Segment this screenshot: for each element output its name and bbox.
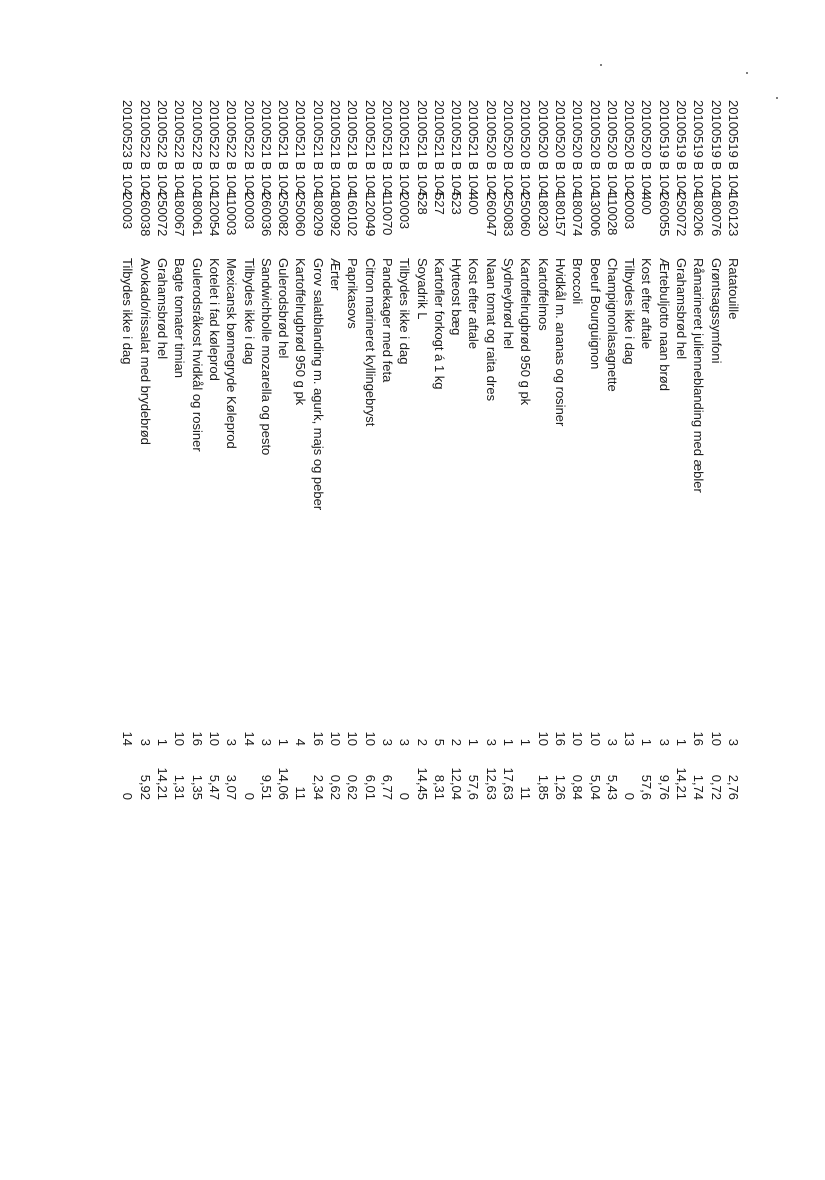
row-code: 250083 <box>501 193 517 237</box>
row-date: 20100521 B 104 <box>310 100 326 196</box>
row-date: 20100521 B 104 <box>380 100 395 196</box>
row-description: Grahamsbrød hel <box>674 258 690 360</box>
scan-speck <box>776 97 778 99</box>
row-date: 20100521 B 104 <box>258 100 274 196</box>
row-quantity: 1 <box>466 738 482 746</box>
row-description: Mexicansk bønnegryde Køleprod <box>224 258 240 449</box>
table-row <box>673 100 690 1180</box>
table-row <box>431 100 448 1180</box>
table-row <box>361 100 378 1180</box>
row-date: 20100521 B 104 <box>414 100 430 196</box>
table-row <box>448 100 465 1180</box>
row-price: 1,26 <box>553 774 568 800</box>
row-description: Kotelet i fad køleprod <box>207 258 222 381</box>
table-row <box>154 100 171 1180</box>
row-price: 1,31 <box>172 774 188 800</box>
row-quantity: 10 <box>328 731 344 746</box>
row-price: 14,21 <box>674 767 690 800</box>
table-row <box>223 100 240 1180</box>
row-quantity: 5 <box>431 738 447 746</box>
row-date: 20100520 B 104 <box>535 100 551 196</box>
row-quantity: 1 <box>155 738 171 746</box>
row-date: 20100522 B 104 <box>189 100 205 196</box>
row-code: 180067 <box>172 193 188 237</box>
row-quantity: 10 <box>172 731 188 746</box>
table-row <box>310 100 327 1180</box>
row-date: 20100521 B 104 <box>466 100 482 196</box>
table-row <box>465 100 482 1180</box>
row-price: 57,6 <box>639 774 655 800</box>
row-date: 20100522 B 104 <box>155 100 171 196</box>
row-price: 5,47 <box>207 774 222 800</box>
row-price: 5,04 <box>587 774 603 800</box>
table-row <box>500 100 517 1180</box>
row-description: Soyadrik L <box>414 258 430 320</box>
row-description: Boeuf Bourguignon <box>587 258 603 370</box>
table-row <box>119 100 136 1180</box>
row-date: 20100519 B 104 <box>656 100 672 196</box>
row-date: 20100520 B 104 <box>587 100 603 196</box>
row-code: 527 <box>431 193 447 215</box>
row-quantity: 1 <box>276 738 292 746</box>
row-quantity: 10 <box>535 731 551 746</box>
row-quantity: 3 <box>604 738 620 746</box>
row-code: 250060 <box>518 193 534 237</box>
table-row <box>379 100 396 1180</box>
row-description: Grahamsbrød hel <box>155 258 171 360</box>
table-row <box>517 100 534 1180</box>
row-price: 9,51 <box>258 774 274 800</box>
table-row <box>656 100 673 1180</box>
row-code: 180092 <box>328 193 344 237</box>
row-date: 20100521 B 104 <box>362 100 378 196</box>
table-row <box>396 100 413 1180</box>
row-description: Grov salatblanding m. agurk, majs og peber <box>310 258 326 511</box>
row-description: Råmarineret julienneblanding med æbler <box>691 258 707 493</box>
table-row <box>240 100 257 1180</box>
row-price: 2,34 <box>310 774 326 800</box>
table-row <box>707 100 724 1180</box>
row-description: Bagte tomater timian <box>172 258 188 378</box>
row-quantity: 1 <box>501 738 517 746</box>
row-description: Tilbydes ikke i dag <box>622 258 638 365</box>
row-date: 20100521 B 104 <box>328 100 344 196</box>
row-description: Kost efter aftale <box>639 258 655 350</box>
row-date: 20100519 B 104 <box>674 100 690 196</box>
row-description: Kartoffelrugbrød 950 g pk <box>293 258 309 406</box>
row-code: 180209 <box>310 193 326 237</box>
row-price: 0 <box>120 792 136 800</box>
row-quantity: 2 <box>414 738 430 746</box>
row-code: 120054 <box>207 193 222 237</box>
row-description: Kartoffelrugbrød 950 g pk <box>518 258 534 406</box>
table-row <box>327 100 344 1180</box>
table-row <box>292 100 309 1180</box>
row-price: 0 <box>397 792 413 800</box>
row-price: 8,31 <box>431 774 447 800</box>
row-description: Hvidkål m. ananas og rosiner <box>553 258 568 427</box>
row-price: 14,06 <box>276 767 292 800</box>
row-description: Sandwichbolle mozarella og pesto <box>258 258 274 456</box>
table-row <box>690 100 707 1180</box>
row-price: 0,84 <box>570 774 586 800</box>
row-price: 57,6 <box>466 774 482 800</box>
row-description: Naan tomat og raita dres <box>483 258 499 402</box>
table-row <box>534 100 551 1180</box>
table-row <box>188 100 205 1180</box>
row-date: 20100520 B 104 <box>570 100 586 196</box>
row-code: 400 <box>466 193 482 215</box>
row-description: Kartoffelmos <box>535 258 551 331</box>
row-quantity: 16 <box>310 731 326 746</box>
row-price: 2,76 <box>726 774 741 800</box>
row-date: 20100520 B 104 <box>553 100 568 196</box>
row-code: 20003 <box>397 193 413 230</box>
row-description: Tilbydes ikke i dag <box>120 258 136 365</box>
row-code: 180074 <box>570 193 586 237</box>
table-row <box>413 100 430 1180</box>
row-price: 6,77 <box>380 774 395 800</box>
row-code: 160123 <box>726 193 741 237</box>
table-row <box>604 100 621 1180</box>
row-date: 20100520 B 104 <box>518 100 534 196</box>
row-date: 20100520 B 104 <box>501 100 517 196</box>
row-quantity: 3 <box>137 738 153 746</box>
row-date: 20100521 B 104 <box>449 100 465 196</box>
table-row <box>483 100 500 1180</box>
row-code: 260036 <box>258 193 274 237</box>
row-quantity: 3 <box>397 738 413 746</box>
row-description: Pandekager med feta <box>380 258 395 383</box>
row-price: 5,43 <box>604 774 620 800</box>
row-code: 250060 <box>293 193 309 237</box>
row-description: Ærtebuljotto naan brød <box>656 258 672 391</box>
row-code: 180206 <box>691 193 707 237</box>
row-date: 20100521 B 104 <box>431 100 447 196</box>
row-price: 0,72 <box>708 774 724 800</box>
row-quantity: 3 <box>656 738 672 746</box>
row-quantity: 16 <box>553 731 568 746</box>
row-quantity: 10 <box>708 731 724 746</box>
row-code: 180230 <box>535 193 551 237</box>
row-quantity: 10 <box>345 731 361 746</box>
row-price: 14,45 <box>414 767 430 800</box>
row-date: 20100519 B 104 <box>691 100 707 196</box>
scan-speck <box>600 64 602 66</box>
row-quantity: 2 <box>449 738 465 746</box>
row-date: 20100520 B 104 <box>604 100 620 196</box>
row-description: Broccoli <box>570 258 586 305</box>
row-code: 250082 <box>276 193 292 237</box>
row-date: 20100522 B 104 <box>137 100 153 196</box>
row-date: 20100522 B 104 <box>207 100 222 196</box>
row-date: 20100521 B 104 <box>276 100 292 196</box>
row-date: 20100520 B 104 <box>639 100 655 196</box>
row-code: 110003 <box>224 193 240 236</box>
row-description: Sydneybrød hel <box>501 258 517 350</box>
row-quantity: 3 <box>483 738 499 746</box>
row-code: 20003 <box>241 193 257 230</box>
row-price: 11 <box>293 786 309 800</box>
table-row <box>137 100 154 1180</box>
row-description: Ærter <box>328 258 344 291</box>
row-code: 110070 <box>380 193 395 236</box>
row-quantity: 10 <box>570 731 586 746</box>
row-price: 17,63 <box>501 767 517 800</box>
row-code: 400 <box>639 193 655 215</box>
table-row <box>171 100 188 1180</box>
row-quantity: 13 <box>622 731 638 746</box>
row-price: 3,07 <box>224 774 240 800</box>
table-row <box>586 100 603 1180</box>
table-row <box>344 100 361 1180</box>
row-quantity: 1 <box>518 738 534 746</box>
row-description: Tilbydes ikke i dag <box>241 258 257 365</box>
row-description: Paprikasovs <box>345 258 361 329</box>
table-row <box>275 100 292 1180</box>
row-quantity: 3 <box>726 738 741 746</box>
row-date: 20100519 B 104 <box>726 100 741 196</box>
row-description: Avokado/rissalat med brydebrød <box>137 258 153 445</box>
table-row <box>552 100 569 1180</box>
row-code: 20003 <box>622 193 638 230</box>
row-description: Kost efter aftale <box>466 258 482 350</box>
row-price: 9,76 <box>656 774 672 800</box>
table-row <box>569 100 586 1180</box>
table-row <box>725 100 742 1180</box>
row-price: 1,35 <box>189 774 205 800</box>
row-description: Tilbydes ikke i dag <box>397 258 413 365</box>
row-price: 1,74 <box>691 774 707 800</box>
row-date: 20100520 B 104 <box>622 100 638 196</box>
row-price: 12,63 <box>483 767 499 800</box>
row-code: 260047 <box>483 193 499 237</box>
row-date: 20100519 B 104 <box>708 100 724 196</box>
row-price: 14,21 <box>155 767 171 800</box>
row-quantity: 16 <box>691 731 707 746</box>
row-description: Citron marineret kyllingebryst <box>362 258 378 427</box>
row-quantity: 3 <box>258 738 274 746</box>
row-code: 180061 <box>189 193 205 237</box>
row-quantity: 4 <box>293 738 309 746</box>
row-date: 20100521 B 104 <box>397 100 413 196</box>
table-row <box>621 100 638 1180</box>
row-price: 12,04 <box>449 767 465 800</box>
row-quantity: 10 <box>207 731 222 746</box>
row-quantity: 14 <box>241 731 257 746</box>
row-code: 528 <box>414 193 430 215</box>
row-code: 180157 <box>553 193 568 237</box>
table-row <box>638 100 655 1180</box>
row-date: 20100522 B 104 <box>172 100 188 196</box>
row-code: 250072 <box>155 193 171 237</box>
row-date: 20100523 B 104 <box>120 100 136 196</box>
row-code: 523 <box>449 193 465 215</box>
row-price: 0,62 <box>328 774 344 800</box>
row-price: 0 <box>241 792 257 800</box>
row-price: 0,62 <box>345 774 361 800</box>
row-code: 20003 <box>120 193 136 230</box>
row-price: 1,85 <box>535 774 551 800</box>
row-price: 0 <box>622 792 638 800</box>
row-code: 180076 <box>708 193 724 237</box>
row-code: 260055 <box>656 193 672 237</box>
row-description: Kartofler forkogt á 1 kg <box>431 258 447 390</box>
row-quantity: 3 <box>224 738 240 746</box>
row-description: Gulerodsbrød hel <box>276 258 292 359</box>
row-code: 250072 <box>674 193 690 237</box>
row-quantity: 14 <box>120 731 136 746</box>
row-date: 20100521 B 104 <box>293 100 309 196</box>
rotated-table <box>102 100 742 1180</box>
row-date: 20100520 B 104 <box>483 100 499 196</box>
row-price: 5,92 <box>137 774 153 800</box>
row-quantity: 10 <box>587 731 603 746</box>
row-price: 6,01 <box>362 774 378 800</box>
row-quantity: 16 <box>189 731 205 746</box>
row-code: 110028 <box>604 193 620 236</box>
row-description: Grøntsagssymfoni <box>708 258 724 364</box>
table-row <box>206 100 223 1180</box>
row-description: Ratatouille <box>726 258 741 320</box>
row-date: 20100521 B 104 <box>345 100 361 196</box>
row-quantity: 10 <box>362 731 378 746</box>
scan-speck <box>746 72 748 74</box>
row-code: 130006 <box>587 193 603 237</box>
row-quantity: 1 <box>639 738 655 746</box>
row-quantity: 1 <box>674 738 690 746</box>
table-row <box>258 100 275 1180</box>
row-description: Champignonlasagnette <box>604 258 620 392</box>
row-quantity: 3 <box>380 738 395 746</box>
row-date: 20100522 B 104 <box>241 100 257 196</box>
row-description: Gulerodsråkost hvidkål og rosiner <box>189 258 205 452</box>
row-code: 160102 <box>345 193 361 237</box>
row-code: 120049 <box>362 193 378 237</box>
row-description: Hytteost bæg <box>449 258 465 336</box>
row-price: 11 <box>518 786 534 800</box>
row-date: 20100522 B 104 <box>224 100 240 196</box>
row-code: 260038 <box>137 193 153 237</box>
